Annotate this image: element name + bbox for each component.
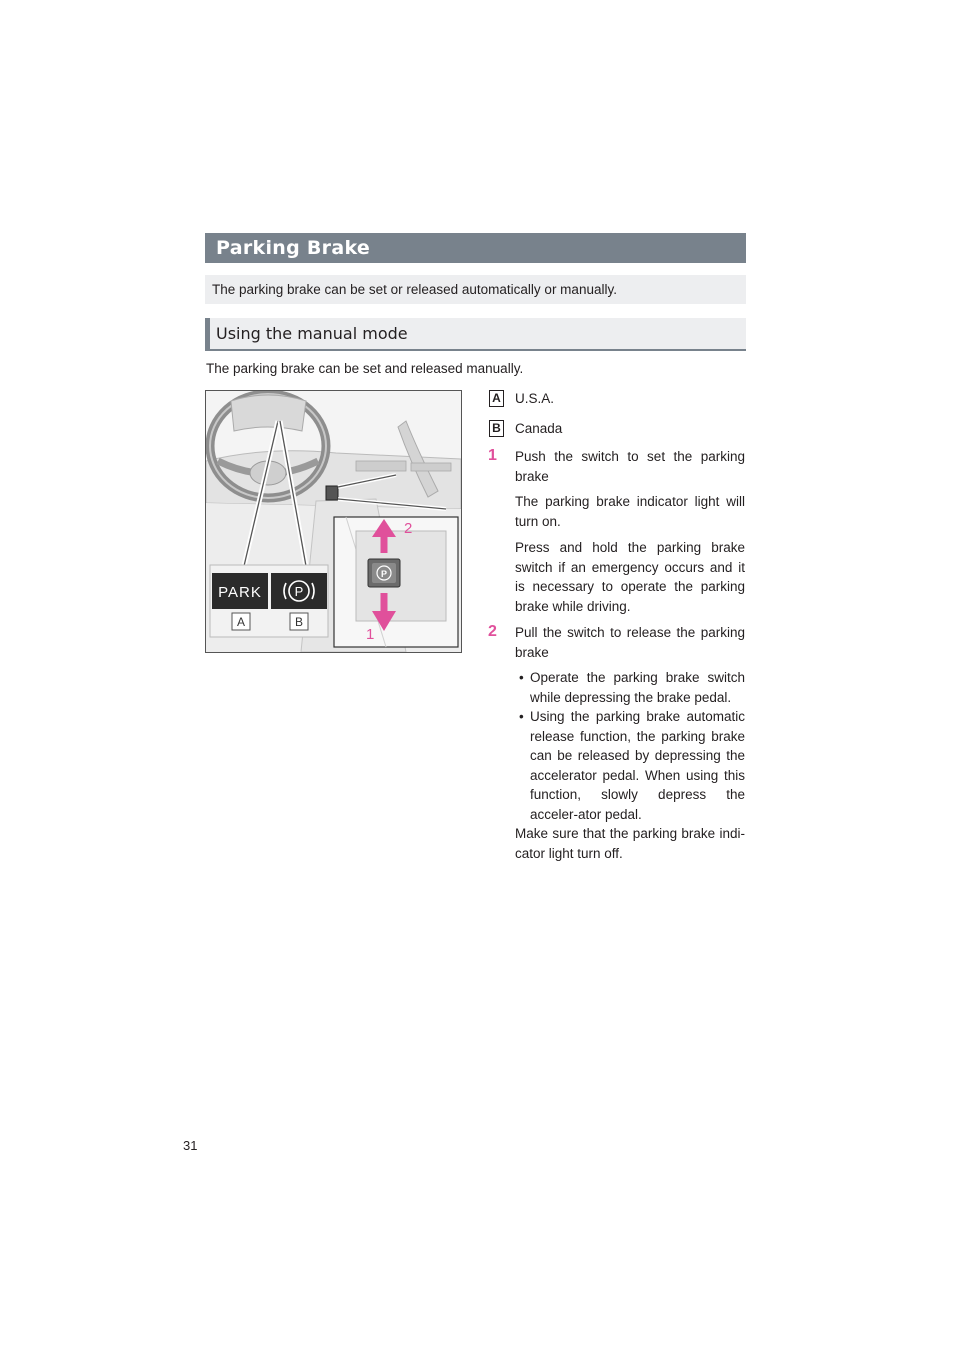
figure-label-b: B <box>294 615 304 629</box>
switch-p-letter: P <box>380 569 388 579</box>
parking-brake-illustration <box>205 390 462 653</box>
step-2-bullet-1: Operate the parking brake switch while depressing the brake pedal. <box>530 670 745 705</box>
bullet-2-dot: • <box>519 709 524 724</box>
region-badge-b: B <box>489 420 504 437</box>
figure-label-a: A <box>236 615 246 629</box>
park-indicator-text: PARK <box>218 584 262 601</box>
step-1-note-1: The parking brake indicator light will turn on. <box>515 494 745 529</box>
step-1-number: 1 <box>488 447 497 464</box>
step-1-title: Push the switch to set the parking brake <box>515 449 745 484</box>
step-2-number: 2 <box>488 623 497 640</box>
subsection-title: Using the manual mode <box>216 324 408 343</box>
bullet-1-dot: • <box>519 670 524 685</box>
subsection-header <box>205 318 746 351</box>
page-number: 31 <box>183 1138 198 1153</box>
step-2-bullet-2: Using the parking brake automatic release function, the parking brake can be released by depressing the accelerator pedal. When using this function, slowly depress the acceler-ator pedal. <box>530 709 745 822</box>
step-2-title: Pull the switch to release the parking brake <box>515 625 745 660</box>
region-name-canada: Canada <box>515 421 563 436</box>
subsection-marker <box>205 318 210 349</box>
section-intro: The parking brake can be set or released automatically or manually. <box>205 275 746 304</box>
arrow-1-label: 1 <box>366 626 375 643</box>
lead-text: The parking brake can be set and released manually. <box>206 361 524 376</box>
region-badge-a: A <box>489 390 504 407</box>
region-name-usa: U.S.A. <box>515 391 555 406</box>
section-title: Parking Brake <box>205 233 746 263</box>
brake-p-letter: P <box>294 584 304 599</box>
step-1-note-2: Press and hold the parking brake switch if an emergency occurs and it is necessary to operate the parking brake while driving. <box>515 540 745 614</box>
arrow-2-label: 2 <box>404 520 413 537</box>
step-2-closing: Make sure that the parking brake indi-cator light turn off. <box>515 826 745 861</box>
